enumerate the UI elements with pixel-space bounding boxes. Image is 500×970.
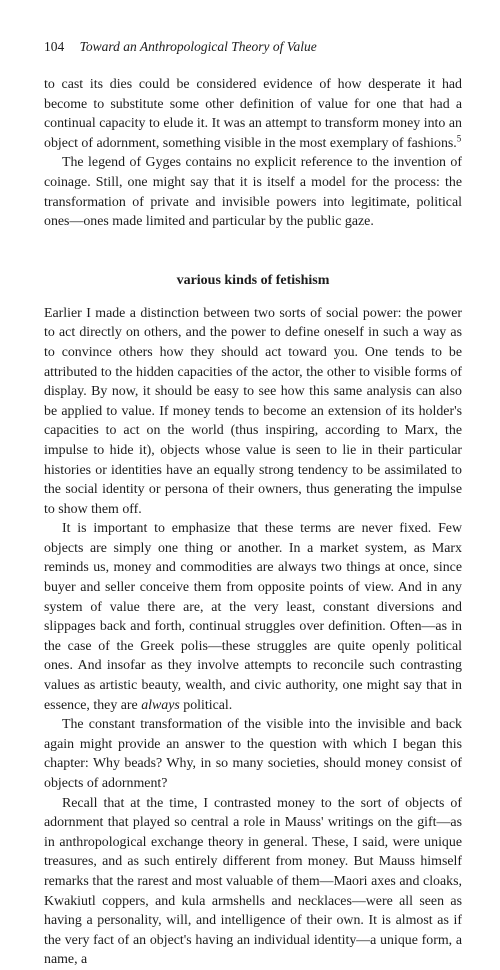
paragraph-4-end: political.: [179, 697, 233, 713]
paragraph-1-text: to cast its dies could be considered evidence of how desperate it had become to substitute some other definition of value for one that had a continual capacity to elude it. It was an attempt to transform money into an object of adornment, something visible in the most exemplary of fashions.: [44, 77, 462, 151]
paragraph-1: [44, 75, 462, 153]
book-page: [44, 38, 462, 970]
paragraph-2: The legend of Gyges contains no explicit reference to the invention of coinage. Still, one might say that it is itself a model for the process: the transformation of private and invisible powers into legitimate, political ones—ones made limited and particular by the public gaze.: [44, 155, 462, 230]
paragraph-4: [44, 519, 462, 715]
running-head: [44, 38, 462, 55]
running-head-title: Toward an Anthropological Theory of Value: [79, 39, 317, 54]
section-heading: various kinds of fetishism: [176, 272, 330, 288]
paragraph-6: Recall that at the time, I contrasted money to the sort of objects of adornment that played so central a role in Mauss' writings on the gift—as in anthropological exchange theory in general. These, I said, were unique treasures, and as such entirely different from money. But Mauss himself remarks that the rarest and most valuable of them—Maori axes and cloaks, Kwakiutl coppers, and kula armshells and necklaces—were all seen as having a personality, will, and intelligence of their own. It is almost as if the very fact of an object's having an individual identity—a unique form, a name, a: [44, 795, 462, 968]
footnote-marker[interactable]: 5: [456, 133, 462, 144]
paragraph-4-text: It is important to emphasize that these terms are never fixed. Few objects are simply one thing or another. In a market system, as Marx reminds us, money and commodities are always two things at once, since buyer and seller conceive them from opposite points of view. And in any system of value there are, at the very least, constant diversions and slippages back and forth, continual struggles over definition. Often—as in the case of the Greek polis—these struggles are quite openly political ones. And insofar as they involve attempts to reconcile such contrasting values as artistic beauty, wealth, and civic authority, one might say that in essence, they are: [44, 521, 462, 713]
page-number: 104: [44, 39, 65, 54]
paragraph-5: The constant transformation of the visible into the invisible and back again might provide an answer to the question with which I began this chapter: Why beads? Why, in so many societies, should money consist of objects of adornment?: [44, 717, 462, 791]
emphasis-always: always: [141, 697, 180, 713]
paragraph-3: Earlier I made a distinction between two sorts of social power: the power to act directly on others, and the power to define oneself in such a way as to convince others how they should act toward you. One tends to be attributed to the hidden capacities of the actor, the other to visible forms of display. By now, it should be easy to see how this same analysis can also be applied to value. If money tends to become an extension of its holder's capacities to act on the world (thus inspiring, according to Marx, the impulse to hide it), objects whose value is seen to lie in their particular histories or identities have an equally strong tendency to be assimilated to the social identity or persona of their owners, thus generating the impulse to show them off.: [44, 305, 462, 517]
